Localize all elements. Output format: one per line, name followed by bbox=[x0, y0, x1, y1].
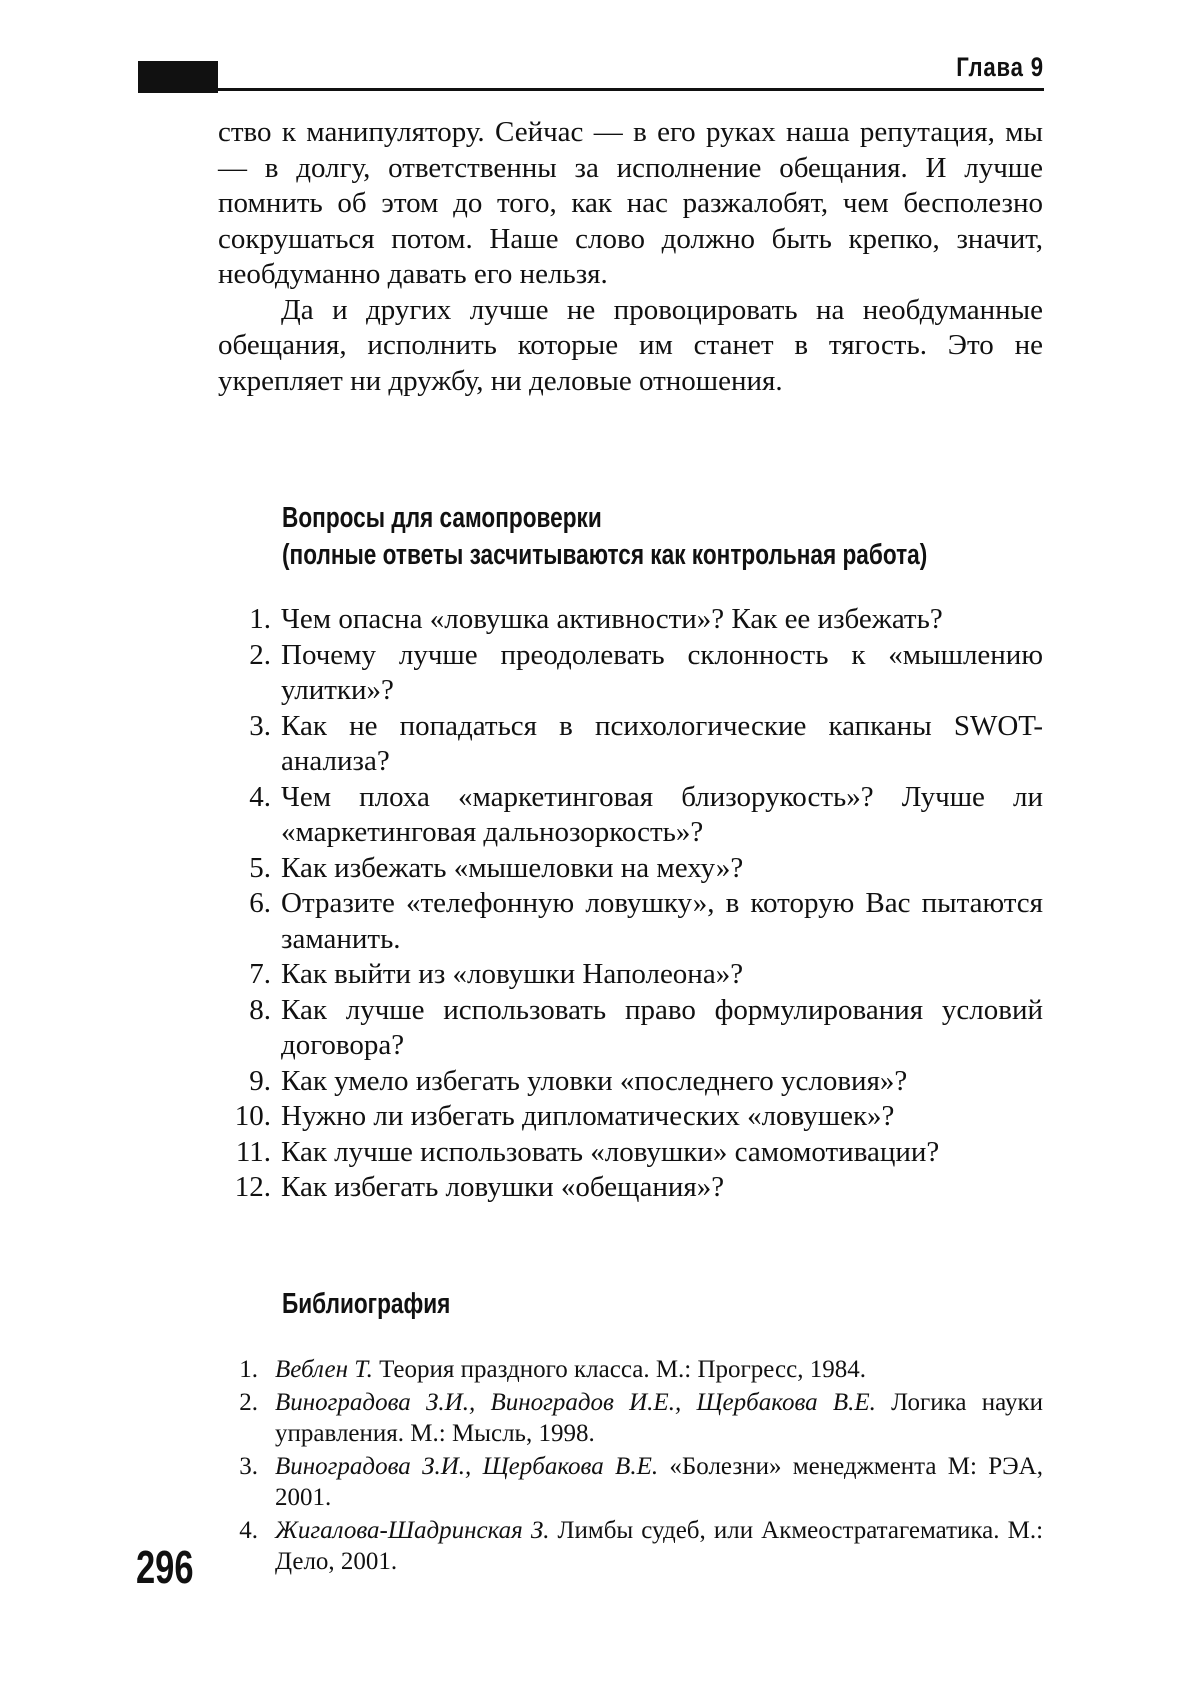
bibliography-number: 4. bbox=[239, 1517, 258, 1544]
bibliography-item bbox=[218, 1515, 1043, 1577]
question-text: Как не попадаться в психологические капканы SWOT-анализа? bbox=[281, 709, 1043, 777]
question-item bbox=[218, 638, 1043, 709]
bibliography-author: Веблен Т. bbox=[275, 1356, 373, 1383]
bibliography-text: Лимбы судеб, или Акмеостратагематика. М.: Дело, 2001. bbox=[275, 1517, 1044, 1575]
questions-title: Вопросы для самопроверки bbox=[282, 502, 602, 534]
question-text: Отразите «телефонную ловушку», в которую Вас пытаются заманить. bbox=[281, 887, 1043, 955]
bibliography-author: Виноградова З.И., Щербакова В.Е. bbox=[275, 1453, 659, 1480]
paragraph: Да и других лучше не провоцировать на необдуманные обещания, исполнить которые им станет в тягость. Это не укрепляет ни дружбу, ни деловые отношения. bbox=[218, 293, 1043, 397]
question-item bbox=[218, 1064, 1043, 1100]
question-text: Как лучше использовать право формулирования условий договора? bbox=[281, 993, 1043, 1061]
question-number: 10. bbox=[234, 1100, 271, 1132]
questions-subtitle: (полные ответы засчитываются как контрольная работа) bbox=[282, 539, 928, 571]
bibliography-item bbox=[218, 1451, 1043, 1513]
question-number: 4. bbox=[249, 780, 271, 813]
bibliography-author: Жигалова-Шадринская З. bbox=[275, 1517, 550, 1544]
bibliography-text: «Болезни» менеджмента М: РЭА, 2001. bbox=[275, 1453, 1043, 1511]
bibliography-text: Теория праздного класса. М.: Прогресс, 1984. bbox=[372, 1356, 866, 1383]
question-item bbox=[218, 1135, 1043, 1171]
question-item bbox=[218, 886, 1043, 957]
questions-heading bbox=[282, 500, 927, 574]
bibliography-item bbox=[218, 1387, 1043, 1449]
question-number: 1. bbox=[249, 603, 271, 635]
question-text: Почему лучше преодолевать склонность к «мышлению улитки»? bbox=[281, 638, 1043, 706]
question-item bbox=[218, 1170, 1043, 1206]
paragraph: ство к манипулятору. Сейчас — в его руках наша репутация, мы — в долгу, ответственны за исполнение обещания. И лучше помнить об этом до того, как нас разжалобят, чем бесполезно сокрушаться потом. Наше слово должно быть крепко, значит, необдуманно давать его нельзя. bbox=[218, 116, 1043, 290]
question-item bbox=[218, 709, 1043, 780]
bibliography-number: 2. bbox=[239, 1389, 258, 1416]
bibliography-title: Библиография bbox=[282, 1288, 451, 1320]
page-number: 296 bbox=[136, 1541, 194, 1593]
question-item bbox=[218, 851, 1043, 887]
question-item bbox=[218, 780, 1043, 851]
bibliography-number: 1. bbox=[239, 1356, 258, 1383]
running-header-chapter: Глава 9 bbox=[956, 52, 1044, 82]
questions-list bbox=[218, 602, 1043, 1206]
question-number: 11. bbox=[235, 1135, 271, 1168]
question-text: Как выйти из «ловушки Наполеона»? bbox=[281, 958, 744, 990]
question-text: Как умело избегать уловки «последнего условия»? bbox=[281, 1064, 908, 1097]
question-item bbox=[218, 957, 1043, 993]
question-number: 3. bbox=[249, 709, 271, 742]
question-text: Нужно ли избегать дипломатических «ловушек»? bbox=[281, 1100, 895, 1132]
question-number: 12. bbox=[234, 1171, 271, 1203]
question-text: Как избегать ловушки «обещания»? bbox=[281, 1171, 725, 1203]
question-text: Как избежать «мышеловки на меху»? bbox=[281, 851, 744, 884]
bibliography-number: 3. bbox=[239, 1453, 258, 1480]
question-item bbox=[218, 1099, 1043, 1135]
bibliography-author: Виноградова З.И., Виноградов И.Е., Щербакова В.Е. bbox=[275, 1389, 876, 1416]
question-number: 9. bbox=[249, 1064, 271, 1097]
question-text: Чем опасна «ловушка активности»? Как ее избежать? bbox=[281, 603, 943, 635]
question-number: 7. bbox=[249, 958, 271, 990]
bibliography-text: Логика науки управления. М.: Мысль, 1998. bbox=[275, 1389, 1043, 1447]
question-number: 8. bbox=[249, 993, 271, 1026]
question-text: Как лучше использовать «ловушки» самомотивации? bbox=[281, 1135, 940, 1168]
question-text: Чем плоха «маркетинговая близорукость»? Лучше ли «маркетинговая дальнозоркость»? bbox=[281, 780, 1043, 848]
question-number: 2. bbox=[249, 638, 271, 671]
question-item bbox=[218, 602, 1043, 638]
body-text bbox=[218, 115, 1043, 399]
header-rule bbox=[138, 88, 1044, 91]
bibliography-item bbox=[218, 1354, 1043, 1385]
question-item bbox=[218, 993, 1043, 1064]
bibliography-list bbox=[218, 1354, 1043, 1579]
question-number: 5. bbox=[249, 851, 271, 884]
question-number: 6. bbox=[249, 887, 271, 919]
